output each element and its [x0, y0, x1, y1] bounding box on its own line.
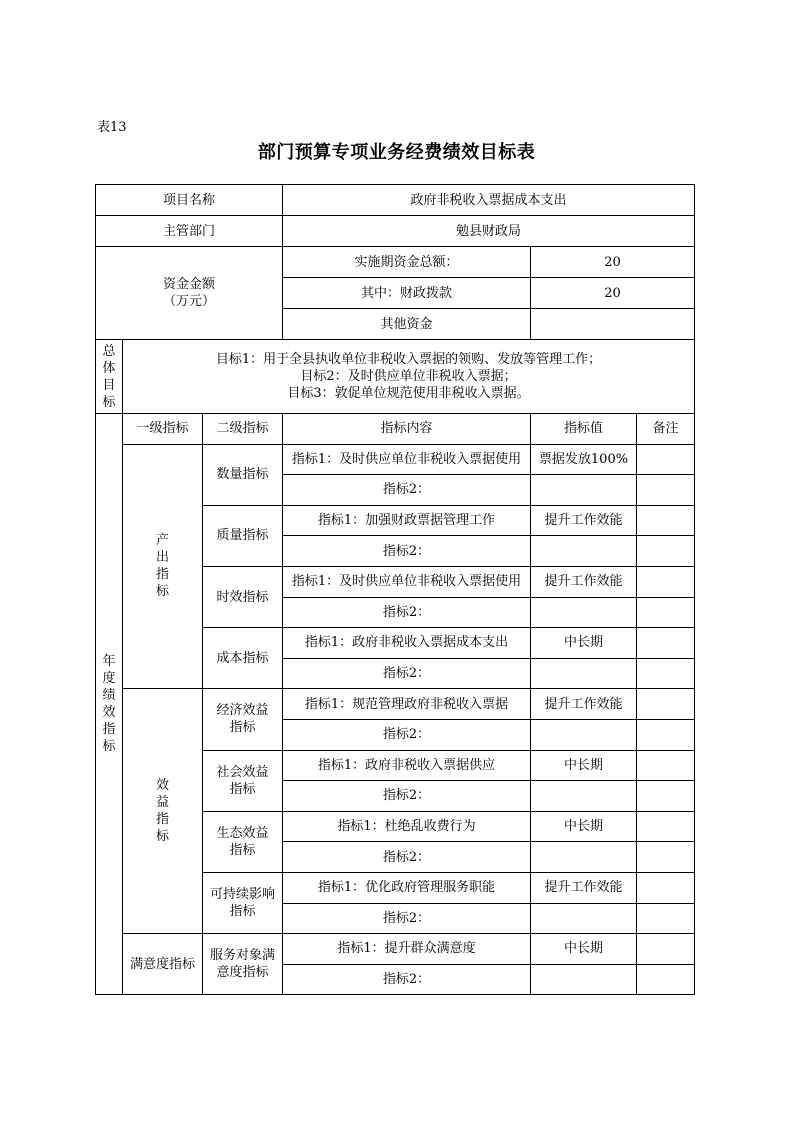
indicator-remark — [637, 964, 695, 995]
indicator-value — [531, 536, 637, 567]
indicator-remark — [637, 842, 695, 873]
level2-indicator — [203, 811, 283, 872]
indicator-remark — [637, 872, 695, 903]
level2-indicator — [203, 505, 283, 566]
level2-indicator-label: 经济效益指标 — [216, 703, 269, 736]
level2-indicator-label: 成本指标 — [216, 650, 269, 666]
indicator-content: 指标2： — [283, 658, 531, 689]
annual-indicators-label: 年度绩效指标 — [102, 654, 116, 755]
dept-label: 主管部门 — [96, 216, 283, 247]
indicator-content: 指标2： — [283, 597, 531, 628]
indicator-value: 提升工作效能 — [531, 689, 637, 720]
indicator-value — [531, 842, 637, 873]
level1-indicator-label: 产出指标 — [155, 533, 169, 600]
indicator-value: 中长期 — [531, 811, 637, 842]
indicator-value — [531, 964, 637, 995]
indicator-remark — [637, 628, 695, 659]
indicator-remark — [637, 658, 695, 689]
indicator-value: 票据发放100% — [531, 444, 637, 475]
indicator-value — [531, 658, 637, 689]
indicator-content: 指标2： — [283, 781, 531, 812]
indicator-content: 指标2： — [283, 842, 531, 873]
goal-item: 目标1：用于全县执收单位非税收入票据的领购、发放等管理工作； — [215, 352, 602, 367]
level2-indicator-label: 生态效益指标 — [216, 825, 269, 858]
indicator-remark — [637, 689, 695, 720]
dept-value: 勉县财政局 — [283, 216, 695, 247]
overall-goal-label: 总体目标 — [102, 343, 116, 410]
overall-goal-label-cell — [96, 340, 123, 414]
header-level1: 一级指标 — [123, 414, 203, 445]
indicator-remark — [637, 811, 695, 842]
annual-indicators-label-cell — [96, 414, 123, 995]
level2-indicator-label: 质量指标 — [216, 528, 269, 544]
indicator-remark — [637, 505, 695, 536]
level2-indicator — [203, 750, 283, 811]
indicator-value — [531, 903, 637, 934]
indicator-content: 指标2： — [283, 964, 531, 995]
table-number: 表13 — [97, 120, 127, 135]
level2-indicator-label: 服务对象满意度指标 — [209, 948, 275, 981]
table-row — [96, 444, 695, 475]
project-name-label: 项目名称 — [96, 185, 283, 216]
funds-row-label: 实施期资金总额： — [283, 247, 531, 278]
funds-row-value: 20 — [531, 278, 695, 309]
indicator-remark — [637, 475, 695, 506]
level1-indicator — [123, 934, 203, 995]
indicator-value: 中长期 — [531, 934, 637, 965]
level1-indicator-label: 满意度指标 — [129, 956, 195, 972]
header-content: 指标内容 — [283, 414, 531, 445]
indicator-value — [531, 597, 637, 628]
indicator-content: 指标2： — [283, 719, 531, 750]
indicator-remark — [637, 597, 695, 628]
overall-goals — [123, 340, 695, 414]
funds-label: 资金金额 — [162, 277, 215, 292]
funds-row-value: 20 — [531, 247, 695, 278]
indicator-content: 指标2： — [283, 536, 531, 567]
indicator-remark — [637, 903, 695, 934]
level1-indicator-label: 效益指标 — [155, 778, 169, 845]
indicator-value: 提升工作效能 — [531, 872, 637, 903]
level2-indicator — [203, 934, 283, 995]
project-name-value: 政府非税收入票据成本支出 — [283, 185, 695, 216]
indicator-content: 指标1：政府非税收入票据供应 — [283, 750, 531, 781]
indicator-content: 指标1：政府非税收入票据成本支出 — [283, 628, 531, 659]
indicator-remark — [637, 536, 695, 567]
indicator-value: 中长期 — [531, 750, 637, 781]
indicator-value: 提升工作效能 — [531, 566, 637, 597]
page-title: 部门预算专项业务经费绩效目标表 — [257, 142, 536, 163]
indicator-remark — [637, 566, 695, 597]
goal-item: 目标3：敦促单位规范使用非税收入票据。 — [287, 386, 530, 401]
level2-indicator — [203, 566, 283, 627]
funds-row-label: 其中：财政拨款 — [283, 278, 531, 309]
indicator-content: 指标2： — [283, 475, 531, 506]
indicator-remark — [637, 719, 695, 750]
header-remark: 备注 — [637, 414, 695, 445]
table-row — [96, 689, 695, 720]
indicator-remark — [637, 781, 695, 812]
level2-indicator-label: 数量指标 — [216, 467, 269, 483]
header-level2: 二级指标 — [203, 414, 283, 445]
indicator-value: 中长期 — [531, 628, 637, 659]
indicator-content: 指标1：及时供应单位非税收入票据使用 — [283, 444, 531, 475]
funds-unit: （万元） — [162, 294, 215, 309]
indicator-value — [531, 719, 637, 750]
indicator-remark — [637, 444, 695, 475]
indicator-content: 指标1：杜绝乱收费行为 — [283, 811, 531, 842]
level2-indicator-label: 社会效益指标 — [216, 764, 269, 797]
indicator-content: 指标1：提升群众满意度 — [283, 934, 531, 965]
level2-indicator — [203, 444, 283, 505]
indicator-content: 指标1：加强财政票据管理工作 — [283, 505, 531, 536]
level2-indicator — [203, 689, 283, 750]
level1-indicator — [123, 444, 203, 689]
indicator-value: 提升工作效能 — [531, 505, 637, 536]
funds-row-value — [531, 309, 695, 340]
level2-indicator — [203, 628, 283, 689]
funds-row-label: 其他资金 — [283, 309, 531, 340]
indicator-value — [531, 475, 637, 506]
performance-target-table — [95, 184, 695, 995]
indicator-value — [531, 781, 637, 812]
level2-indicator-label: 时效指标 — [216, 589, 269, 605]
indicator-content: 指标1：优化政府管理服务职能 — [283, 872, 531, 903]
goal-item: 目标2：及时供应单位非税收入票据； — [300, 369, 517, 384]
indicator-remark — [637, 934, 695, 965]
indicator-remark — [637, 750, 695, 781]
level1-indicator — [123, 689, 203, 934]
table-row — [96, 934, 695, 965]
level2-indicator-label: 可持续影响指标 — [209, 887, 275, 919]
level2-indicator — [203, 872, 283, 933]
indicator-content: 指标2： — [283, 903, 531, 934]
funds-label-cell — [96, 247, 283, 340]
indicator-content: 指标1：及时供应单位非税收入票据使用 — [283, 566, 531, 597]
indicator-content: 指标1：规范管理政府非税收入票据 — [283, 689, 531, 720]
header-value: 指标值 — [531, 414, 637, 445]
